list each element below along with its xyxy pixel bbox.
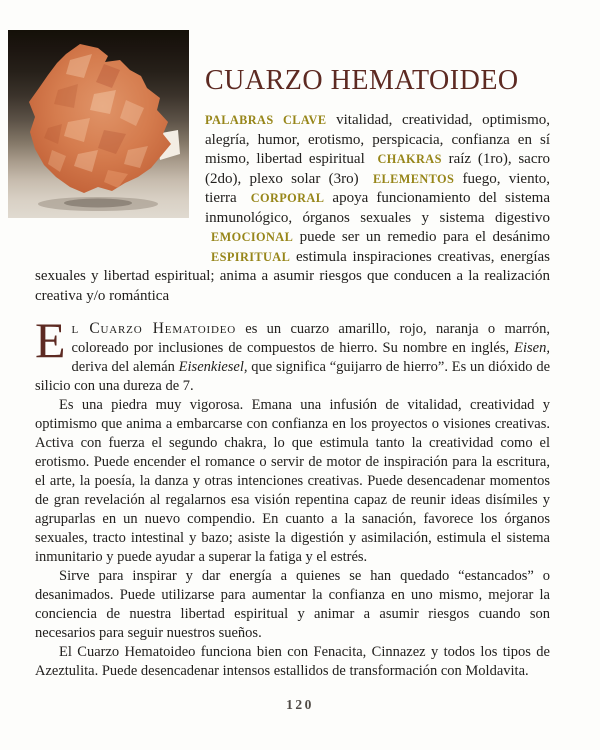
text-segment: deriva del alemán (71, 359, 179, 375)
mineral-photo (8, 30, 189, 218)
text-segment: raíz (1ro), sacro (2do), plexo solar (3ro) (205, 151, 550, 187)
keyword-label: PALABRAS CLAVE (205, 113, 327, 127)
text-segment: es un cuarzo amarillo, rojo, naranja o marrón, coloreado por inclusiones de compuestos de hierro. Su nombre en inglés, (71, 321, 550, 356)
keyword-label: CHAKRAS (377, 152, 442, 166)
crystal-illustration (8, 30, 189, 218)
body-paragraph-4 (35, 643, 550, 681)
text-segment: El Cuarzo Hematoideo funciona bien con Fenacita, Cinnazez y todos los tipos de Azeztulita. Puede desencadenar intensos estallidos de transformación con Moldavita. (35, 644, 550, 679)
text-segment: Es una piedra muy vigorosa. Emana una infusión de vitalidad, creatividad y optimismo que anima a embarcarse con confianza en los proyectos o visiones creativas. Activa con fuerza el segundo chakra, lo que estimula tanto la creatividad como el erotismo. Puede encender el romance o servir de motor de inspiración para la escritura, el arte, la poesía, la danza y otras intenciones creativas. Puede desencadenar momentos de gran revelación al regalarnos esa visión repentina capaz de reunir ideas disímiles y agruparlas en un nuevo compendio. En cuanto a la sanación, favorece los órganos sexuales, tracto intestinal y bazo; asiste la digestión y asimilación, estimula el sistema inmunitario y puede ayudar a superar la fatiga y el estrés. (35, 397, 550, 565)
text-segment: puede ser un remedio para el desánimo (293, 229, 550, 245)
crystal-body (29, 44, 171, 193)
text-segment: fuego, viento, tierra (205, 170, 550, 206)
keyword-label: ESPIRITUAL (211, 249, 291, 264)
page-number: 120 (286, 697, 314, 712)
body-paragraph-1 (35, 312, 551, 396)
crystal-shadow-core (64, 199, 132, 208)
page-title: CUARZO HEMATOIDEO (205, 65, 519, 96)
text-segment: E (35, 312, 66, 368)
keyword-label: EMOCIONAL (211, 230, 294, 244)
text-segment: Eisenkiesel, (178, 359, 248, 375)
text-segment: Eisen, (514, 340, 550, 356)
text-segment: l Cuarzo Hematoideo (71, 320, 236, 337)
keyword-label: ELEMENTOS (372, 171, 455, 186)
text-segment: apoya funcionamiento del sistema inmunológico, órganos sexuales y sistema digestivo (205, 190, 550, 226)
keyword-label: CORPORAL (250, 191, 325, 205)
body-paragraph-3 (35, 567, 550, 643)
body-text (35, 312, 551, 681)
body-paragraph-2 (35, 396, 550, 567)
text-segment: estimula inspiraciones creativas, energías sexuales y libertad espiritual; anima a asumir riesgos que conducen a la realización creativa y/o romántica (35, 248, 550, 304)
text-segment: vitalidad, creatividad, optimismo, alegría, humor, erotismo, perspicacia, confianza en sí mismo, libertad espiritual (205, 112, 551, 167)
text-segment: que significa “guijarro de hierro”. Es un dióxido de silicio con una dureza de 7. (35, 359, 551, 394)
text-segment: Sirve para inspirar y dar energía a quienes se han quedado “estancados” o desanimados. Puede utilizarse para aumentar la confianza en uno mismo, mejorar la conciencia de nuestra libertad espiritual y animar a asumir riesgos cuando son necesarios para seguir nuestros sueños. (35, 568, 550, 641)
